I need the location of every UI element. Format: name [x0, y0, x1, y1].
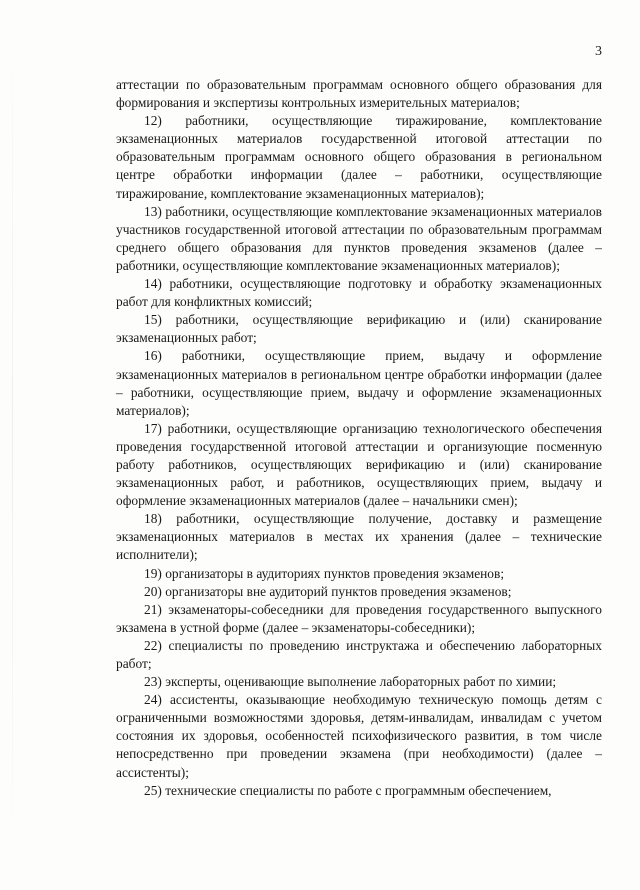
list-item-19: 19) организаторы в аудиториях пунктов проведения экзаменов;	[144, 565, 505, 581]
list-item-15: 15) работники, осуществляющие верификацию и (или) сканирование экзаменационных работ;	[116, 312, 602, 346]
list-item-12: 12) работники, осуществляющие тиражирование, комплектование экзаменационных материалов государственной итоговой аттестации по образовательным программам основного общего образования в региональном центре обработки информации (далее – работники, осуществляющие тиражирование, комплектование экзаменационных материалов);	[116, 113, 602, 201]
list-item-13: 13) работники, осуществляющие комплектование экзаменационных материалов участников государственной итоговой аттестации по образовательным программам среднего общего образования для пунктов проведения экзаменов (далее – работники, осуществляющие комплектование экзаменационных материалов);	[116, 203, 602, 273]
list-item-21: 21) экзаменаторы-собеседники для проведения государственного выпускного экзамена в устной форме (далее – экзаменаторы-собеседники);	[116, 601, 602, 635]
list-item-16: 16) работники, осуществляющие прием, выдачу и оформление экзаменационных материалов в региональном центре обработки информации (далее – работники, осуществляющие прием, выдачу и оформление экзаменационных материалов);	[116, 348, 602, 418]
list-item-14: 14) работники, осуществляющие подготовку и обработку экзаменационных работ для конфликтных комиссий;	[116, 276, 602, 310]
list-item-23: 23) эксперты, оценивающие выполнение лабораторных работ по химии;	[144, 674, 557, 690]
list-item-17: 17) работники, осуществляющие организацию технологического обеспечения проведения государственной итоговой аттестации и организующие посменную работу работников, осуществляющих верификацию и (или) сканирование экзаменационных работ, и работников, осуществляющих прием, выдачу и оформление экзаменационных материалов (далее – начальники смен);	[116, 420, 602, 509]
document-body	[116, 76, 602, 800]
list-item-20: 20) организаторы вне аудиторий пунктов проведения экзаменов;	[144, 583, 512, 599]
list-item-25: 25) технические специалисты по работе с программным обеспечением,	[144, 782, 552, 798]
page-number: 3	[595, 44, 602, 59]
scan-binding-shadow	[12, 0, 13, 890]
list-item-22: 22) специалисты по проведению инструктажа и обеспечению лабораторных работ;	[116, 637, 602, 671]
list-item-24: 24) ассистенты, оказывающие необходимую техническую помощь детям с ограниченными возможностями здоровья, детям-инвалидам, инвалидам с учетом состояния их здоровья, особенностей психофизического развития, в том числе непосредственно при проведении экзамена (при необходимости) (далее – ассистенты);	[116, 692, 602, 780]
paragraph-continuation: аттестации по образовательным программам основного общего образования для формирования и экспертизы контрольных измерительных материалов;	[116, 77, 602, 111]
list-item-18: 18) работники, осуществляющие получение, доставку и размещение экзаменационных материалов в местах их хранения (далее – технические исполнители);	[116, 511, 602, 563]
